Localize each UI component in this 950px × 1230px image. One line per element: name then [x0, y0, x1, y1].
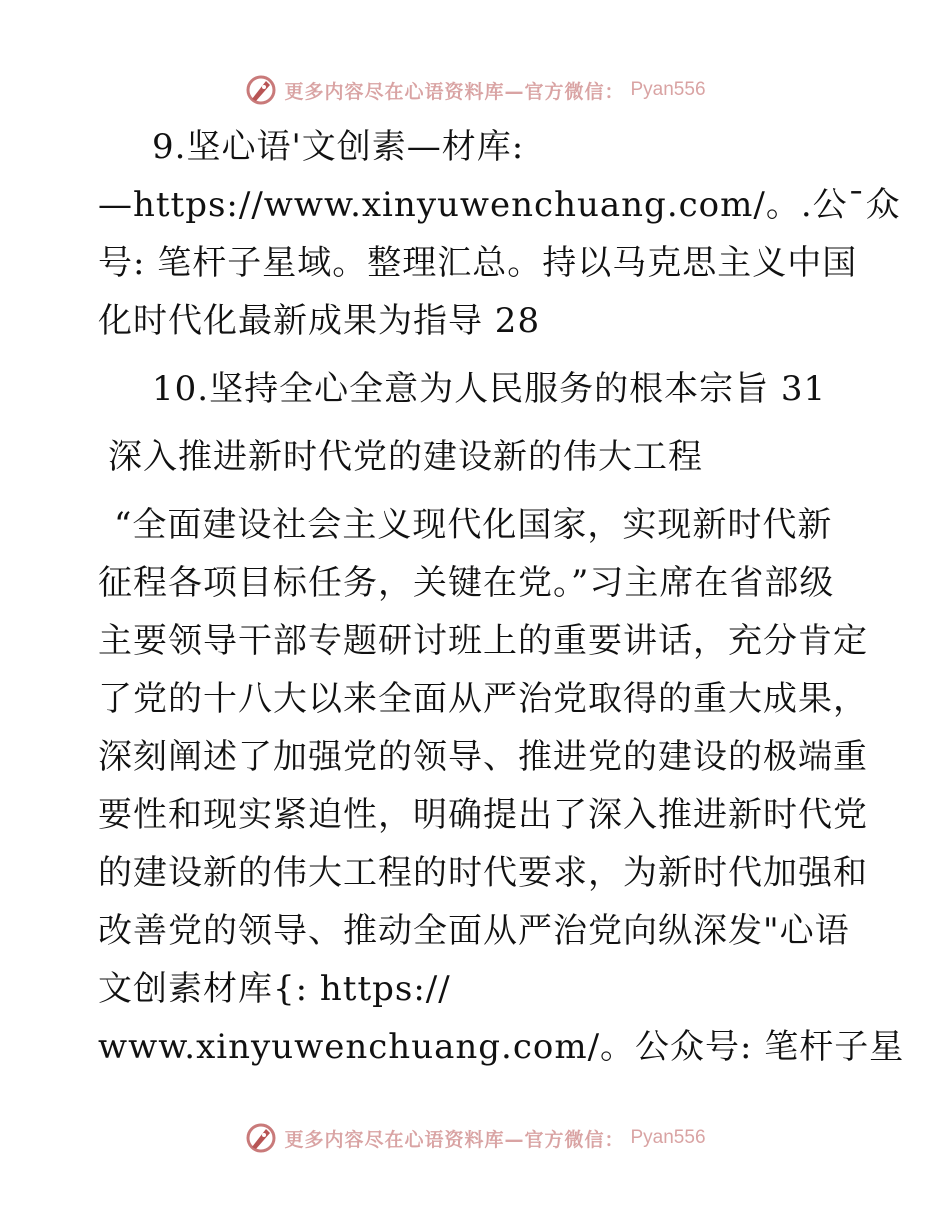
section-heading: 深入推进新时代党的建设新的伟大工程 — [108, 437, 703, 477]
paragraph-line: 深刻阐述了加强党的领导、推进党的建设的极端重 — [98, 737, 868, 777]
banner-wechat-id: Pyan556 — [630, 79, 706, 100]
header-banner — [0, 70, 950, 110]
banner-text: 更多内容尽在心语资料库—官方微信： — [284, 80, 625, 103]
paragraph-line: 文创素材库{: https:// — [98, 969, 451, 1009]
paragraph-line: 了党的十八大以来全面从严治党取得的重大成果， — [98, 679, 868, 719]
text-line: 化时代化最新成果为指导 28 — [98, 301, 541, 341]
banner-wechat-id: Pyan556 — [630, 1127, 706, 1148]
pen-nib-logo-icon — [244, 1121, 278, 1155]
pen-nib-logo-icon — [244, 73, 278, 107]
paragraph-line: “全面建设社会主义现代化国家，实现新时代新 — [114, 505, 833, 545]
document-body — [98, 118, 905, 1076]
paragraph-line: 征程各项目标任务，关键在党。”习主席在省部级 — [98, 563, 835, 603]
text-line: —https://www.xinyuwenchuang.com/。.公¯众 — [98, 185, 901, 225]
paragraph-line: 主要领导干部专题研讨班上的重要讲话，充分肯定 — [98, 621, 868, 661]
paragraph-line: www.xinyuwenchuang.com/。公众号: 笔杆子星 — [98, 1027, 905, 1067]
text-line: 号: 笔杆子星域。整理汇总。持以马克思主义中国 — [98, 243, 858, 283]
banner-text: 更多内容尽在心语资料库—官方微信： — [284, 1128, 625, 1151]
toc-line: 10.坚持全心全意为人民服务的根本宗旨 31 — [152, 369, 827, 409]
paragraph-line: 的建设新的伟大工程的时代要求，为新时代加强和 — [98, 853, 868, 893]
toc-line: 9.坚心语'文创素—材库: — [152, 127, 525, 167]
footer-banner — [0, 1118, 950, 1158]
paragraph-line: 改善党的领导、推动全面从严治党向纵深发"心语 — [98, 911, 850, 951]
paragraph-line: 要性和现实紧迫性，明确提出了深入推进新时代党 — [98, 795, 868, 835]
